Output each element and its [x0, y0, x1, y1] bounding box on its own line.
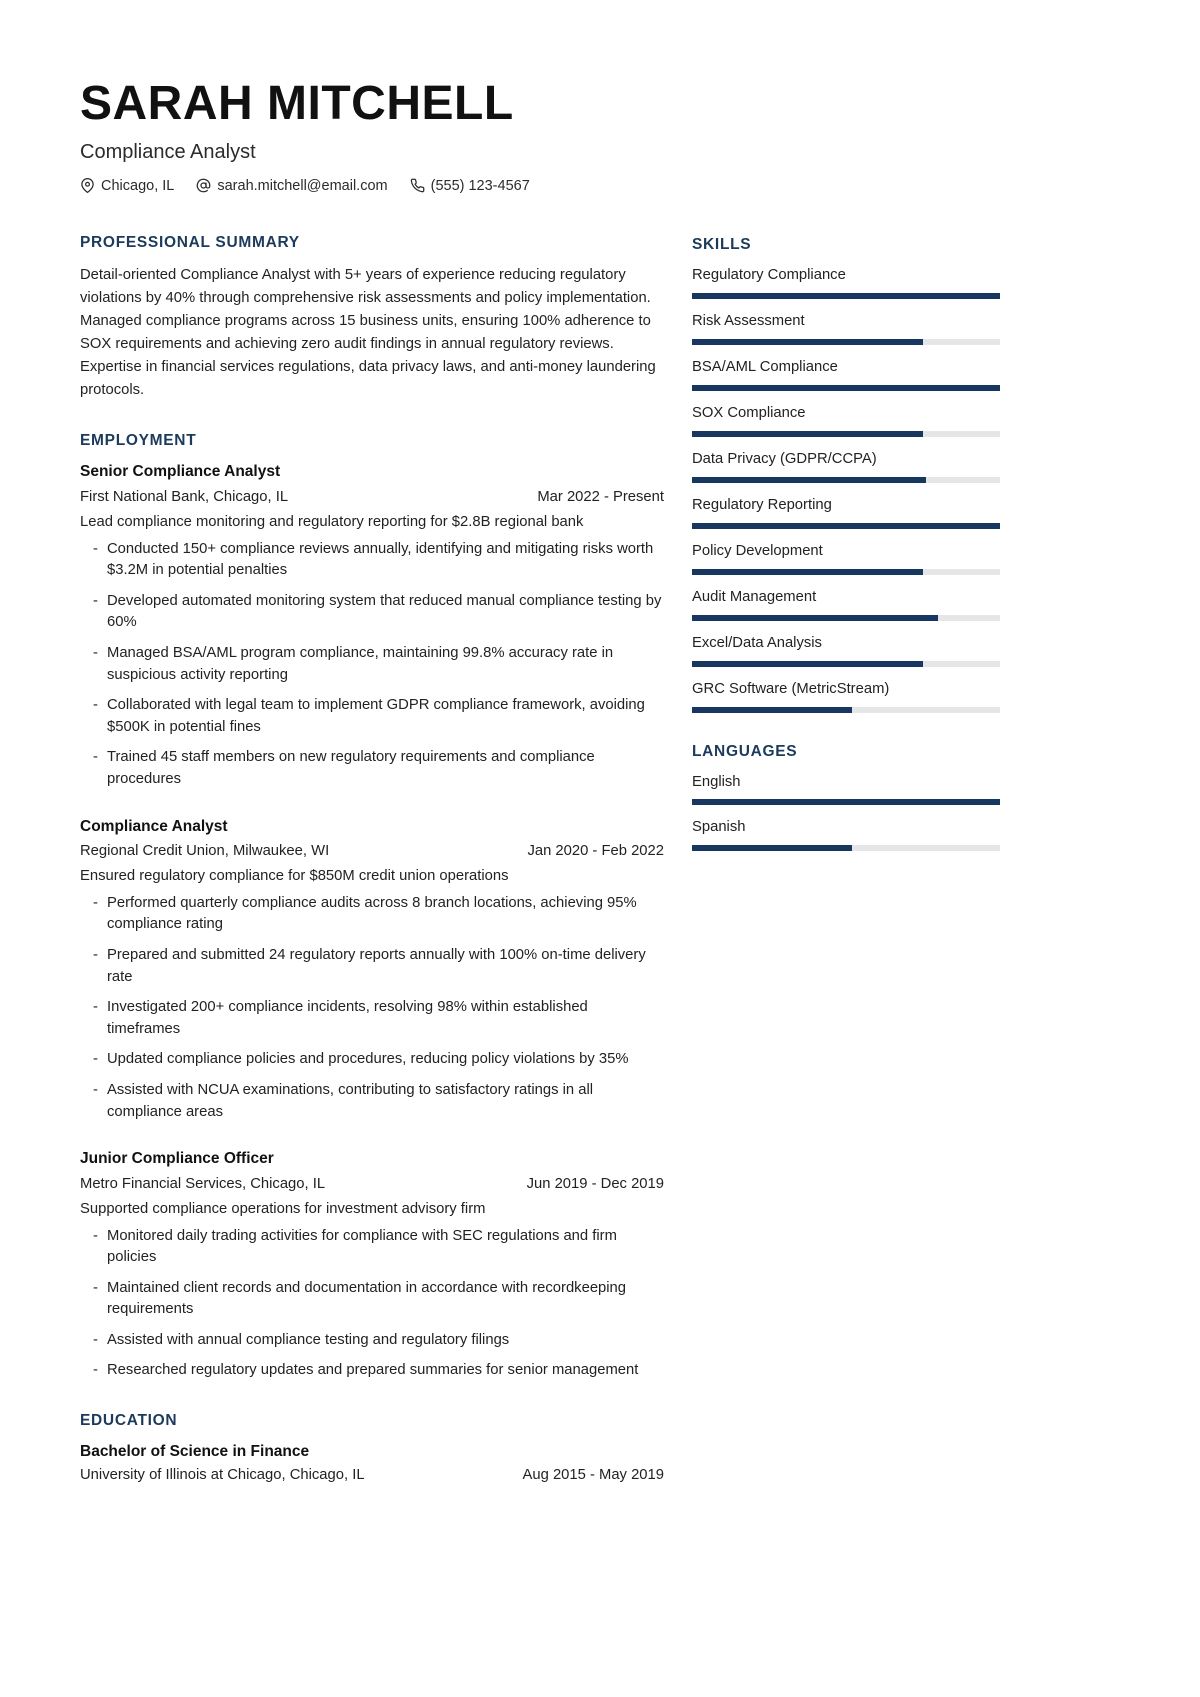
language-label: English	[692, 773, 741, 790]
job-bullet: - Performed quarterly compliance audits across 8 branch locations, achieving 95% compliance rating	[80, 893, 664, 936]
job-bullet: - Conducted 150+ compliance reviews annually, identifying and mitigating risks worth $3.2M in potential penalties	[80, 539, 664, 582]
languages-list	[692, 773, 1000, 852]
language-label: Spanish	[692, 819, 746, 836]
skill-label: Excel/Data Analysis	[692, 634, 822, 651]
job-description: Lead compliance monitoring and regulatory reporting for $2.8B regional bank	[80, 513, 584, 530]
job-role: Compliance Analyst	[80, 817, 228, 835]
job-bullet: - Assisted with NCUA examinations, contributing to satisfactory ratings in all compliance areas	[80, 1080, 664, 1123]
skill-label: Risk Assessment	[692, 312, 805, 329]
skill-label: BSA/AML Compliance	[692, 358, 838, 375]
skill-level-fill	[692, 615, 938, 621]
summary-heading: PROFESSIONAL SUMMARY	[80, 233, 300, 251]
skill-level-fill	[692, 707, 852, 713]
skill-label: Regulatory Compliance	[692, 266, 846, 283]
job-description: Supported compliance operations for investment advisory firm	[80, 1200, 486, 1217]
language-level-fill	[692, 845, 852, 851]
skill	[692, 634, 1000, 667]
skill	[692, 450, 1000, 483]
contact-location-text: Chicago, IL	[101, 177, 175, 194]
skill-label: GRC Software (MetricStream)	[692, 680, 890, 697]
skill-level-bar	[692, 339, 1000, 345]
education-dates: Aug 2015 - May 2019	[522, 1467, 664, 1484]
skill-level-bar	[692, 477, 1000, 483]
phone-icon	[410, 178, 425, 193]
job-role: Junior Compliance Officer	[80, 1150, 274, 1168]
contact-phone-text: (555) 123-4567	[430, 177, 530, 194]
job-dates: Mar 2022 - Present	[537, 488, 664, 505]
skill-level-bar	[692, 431, 1000, 437]
job-company: First National Bank, Chicago, IL	[80, 488, 289, 505]
language-level-fill	[692, 799, 1000, 805]
skill-level-fill	[692, 385, 1000, 391]
sidebar-column	[692, 234, 1000, 882]
employment-heading: EMPLOYMENT	[80, 432, 197, 450]
skill-label: SOX Compliance	[692, 404, 806, 421]
skill	[692, 312, 1000, 345]
job-company: Regional Credit Union, Milwaukee, WI	[80, 842, 330, 859]
skills-list	[692, 266, 1000, 713]
language-level-bar	[692, 845, 1000, 851]
education-meta	[80, 1467, 664, 1483]
section-professional-summary	[80, 234, 664, 402]
job-bullet-list	[80, 1226, 664, 1383]
job-meta	[80, 842, 664, 861]
main-column	[80, 234, 692, 1514]
skill-level-fill	[692, 661, 923, 667]
skill-level-fill	[692, 339, 923, 345]
job-bullet: - Researched regulatory updates and prepared summaries for senior management	[80, 1360, 664, 1382]
candidate-title: Compliance Analyst	[80, 140, 256, 163]
job-dates: Jan 2020 - Feb 2022	[527, 842, 664, 859]
skill-level-bar	[692, 385, 1000, 391]
skill-label: Data Privacy (GDPR/CCPA)	[692, 450, 877, 467]
education-list	[80, 1442, 664, 1483]
skill	[692, 588, 1000, 621]
skill	[692, 404, 1000, 437]
employment-entry	[80, 462, 664, 790]
skill-level-fill	[692, 523, 1000, 529]
at-sign-icon	[196, 178, 211, 193]
job-bullet: - Developed automated monitoring system that reduced manual compliance testing by 60%	[80, 591, 664, 634]
skill	[692, 266, 1000, 299]
resume-header	[80, 78, 1120, 194]
language-level-bar	[692, 799, 1000, 805]
job-role: Senior Compliance Analyst	[80, 463, 281, 481]
language	[692, 818, 1000, 851]
candidate-name: SARAH MITCHELL	[80, 77, 514, 130]
contact-row	[80, 178, 1120, 194]
skill-label: Regulatory Reporting	[692, 496, 832, 513]
job-bullet: - Monitored daily trading activities for compliance with SEC regulations and firm policies	[80, 1226, 664, 1269]
contact-email-text: sarah.mitchell@email.com	[217, 177, 388, 194]
section-skills	[692, 236, 1000, 713]
skill	[692, 542, 1000, 575]
contact-location	[80, 178, 174, 194]
section-languages	[692, 743, 1000, 852]
skill-level-bar	[692, 569, 1000, 575]
skill-level-bar	[692, 661, 1000, 667]
job-meta	[80, 488, 664, 507]
employment-list	[80, 462, 664, 1382]
language	[692, 773, 1000, 806]
section-education	[80, 1412, 664, 1483]
job-bullet-list	[80, 893, 664, 1123]
education-entry	[80, 1442, 664, 1483]
education-school: University of Illinois at Chicago, Chicago, IL	[80, 1467, 365, 1484]
job-meta	[80, 1175, 664, 1194]
job-bullet: - Prepared and submitted 24 regulatory reports annually with 100% on-time delivery rate	[80, 945, 664, 988]
skill-level-fill	[692, 431, 923, 437]
skill-level-bar	[692, 707, 1000, 713]
education-heading: EDUCATION	[80, 1412, 178, 1430]
skill-level-bar	[692, 523, 1000, 529]
education-degree: Bachelor of Science in Finance	[80, 1443, 310, 1461]
job-bullet: - Updated compliance policies and procedures, reducing policy violations by 35%	[80, 1049, 664, 1071]
job-company: Metro Financial Services, Chicago, IL	[80, 1175, 326, 1192]
skill-level-bar	[692, 615, 1000, 621]
job-bullet: - Collaborated with legal team to implement GDPR compliance framework, avoiding $500K in potential fines	[80, 695, 664, 738]
skill	[692, 680, 1000, 713]
skill-level-fill	[692, 293, 1000, 299]
job-bullet: - Trained 45 staff members on new regulatory requirements and compliance procedures	[80, 747, 664, 790]
skill	[692, 496, 1000, 529]
job-bullet: - Investigated 200+ compliance incidents, resolving 98% within established timeframes	[80, 997, 664, 1040]
resume-body	[80, 234, 1120, 1514]
job-dates: Jun 2019 - Dec 2019	[526, 1175, 664, 1192]
employment-entry	[80, 1149, 664, 1382]
skill-level-bar	[692, 293, 1000, 299]
skill	[692, 358, 1000, 391]
skill-label: Policy Development	[692, 542, 823, 559]
skill-label: Audit Management	[692, 588, 817, 605]
languages-heading: LANGUAGES	[692, 742, 798, 760]
contact-email[interactable]	[196, 178, 387, 194]
map-pin-icon	[80, 178, 95, 193]
job-bullet: - Managed BSA/AML program compliance, maintaining 99.8% accuracy rate in suspicious activity reporting	[80, 643, 664, 686]
employment-entry	[80, 817, 664, 1124]
contact-phone[interactable]	[410, 178, 530, 194]
job-bullet-list	[80, 539, 664, 791]
job-description: Ensured regulatory compliance for $850M credit union operations	[80, 868, 509, 885]
summary-text: Detail-oriented Compliance Analyst with 5+ years of experience reducing regulatory violations by 40% through comprehensive risk assessments and policy implementation. Managed compliance programs across 15 business units, ensuring 100% adherence to SOX requirements and achieving zero audit findings in annual regulatory reviews. Expertise in financial services regulations, data privacy laws, and anti-money laundering protocols.	[80, 266, 656, 399]
skill-level-fill	[692, 477, 926, 483]
skill-level-fill	[692, 569, 923, 575]
job-bullet: - Maintained client records and documentation in accordance with recordkeeping requirements	[80, 1278, 664, 1321]
job-bullet: - Assisted with annual compliance testing and regulatory filings	[80, 1330, 664, 1352]
section-employment	[80, 432, 664, 1382]
skills-heading: SKILLS	[692, 235, 752, 253]
